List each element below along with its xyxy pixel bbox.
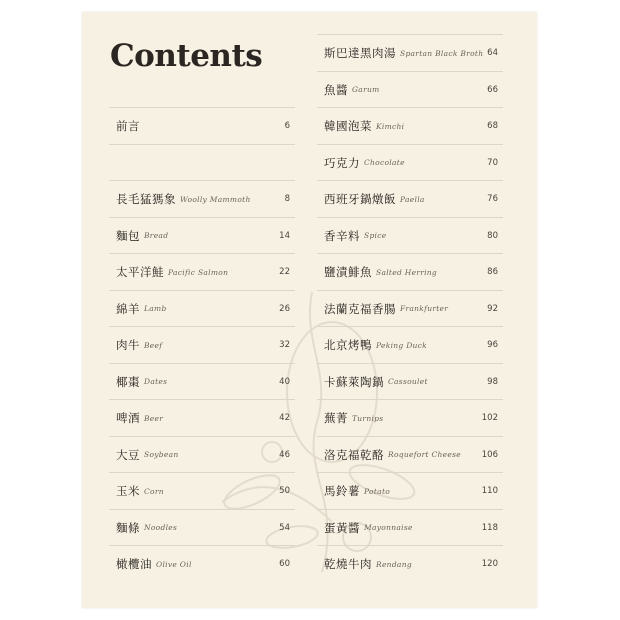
entry-title-zh: 巧克力 — [324, 155, 360, 170]
entry-title-en: Cassoulet — [388, 377, 428, 386]
entry-title-en: Chocolate — [364, 158, 405, 167]
entry-title-en: Beer — [144, 413, 164, 423]
toc-entry — [109, 217, 295, 254]
toc-page — [82, 12, 537, 608]
entry-title-zh: 綿羊 — [116, 301, 140, 316]
entry-page-number: 42 — [279, 413, 290, 423]
toc-entry — [317, 71, 503, 108]
entry-page-number: 54 — [279, 522, 290, 533]
entry-title-zh: 西班牙鍋燉飯 — [324, 192, 396, 206]
entry-title-zh: 麵條 — [116, 520, 140, 535]
entry-title-zh: 韓國泡菜 — [324, 119, 372, 133]
entry-page-number: 8 — [284, 194, 290, 204]
entry-title-en: Pacific Salmon — [168, 267, 229, 277]
entry-page-number: 64 — [487, 48, 498, 58]
entry-title-en: Soybean — [144, 450, 179, 459]
toc-entry — [109, 290, 295, 327]
entry-title-zh: 鹽漬鯡魚 — [324, 265, 372, 279]
toc-entry — [109, 144, 295, 181]
entry-title-zh: 洛克福乾酪 — [324, 447, 384, 462]
entry-page-number: 92 — [487, 303, 498, 314]
entry-page-number: 76 — [487, 194, 498, 204]
entry-title-zh: 玉米 — [116, 484, 140, 498]
entry-title-en: Salted Herring — [376, 267, 438, 277]
entry-page-number: 26 — [279, 303, 290, 314]
entry-title-en: Potato — [364, 486, 391, 496]
toc-entry — [317, 399, 503, 436]
entry-title-en: Paella — [400, 194, 425, 204]
entry-title-zh: 橄欖油 — [116, 557, 152, 571]
entry-title-zh: 斯巴達黑肉湯 — [324, 46, 396, 60]
toc-entry — [109, 399, 295, 436]
toc-entry — [317, 290, 503, 327]
entry-title-zh: 長毛猛獁象 — [116, 192, 176, 206]
entry-title-zh: 乾燒牛肉 — [324, 557, 372, 571]
entry-title-zh: 卡蘇萊陶鍋 — [324, 374, 384, 389]
page-title: Contents — [110, 38, 263, 74]
entry-page-number: 66 — [487, 84, 498, 95]
entry-page-number: 120 — [481, 559, 498, 569]
entry-title-zh: 法蘭克福香腸 — [324, 301, 396, 316]
entry-title-en: Olive Oil — [156, 559, 192, 569]
entry-page-number: 86 — [487, 267, 498, 277]
entry-page-number: 106 — [481, 449, 498, 460]
entry-title-en: Beef — [144, 340, 163, 350]
toc-entry — [109, 180, 295, 217]
entry-title-zh: 香辛料 — [324, 228, 360, 243]
entry-page-number: 32 — [279, 340, 290, 350]
entry-page-number: 80 — [487, 230, 498, 241]
toc-entry — [109, 107, 295, 144]
toc-entry — [317, 217, 503, 254]
toc-entry — [317, 363, 503, 400]
entry-title-en: Roquefort Cheese — [388, 450, 462, 459]
entry-title-en: Rendang — [376, 559, 412, 569]
entry-title-zh: 蛋黃醬 — [324, 520, 360, 535]
entry-title-en: Kimchi — [376, 121, 405, 131]
toc-entry — [109, 363, 295, 400]
toc-entry — [109, 253, 295, 290]
entry-title-en: Noodles — [144, 523, 178, 532]
entry-page-number: 6 — [284, 121, 290, 131]
entry-title-en: Dates — [144, 377, 168, 386]
toc-entry — [109, 436, 295, 473]
entry-page-number: 98 — [487, 376, 498, 387]
toc-entry — [317, 34, 503, 71]
entry-title-zh: 麵包 — [116, 228, 140, 243]
entry-title-zh: 馬鈴薯 — [324, 484, 360, 498]
toc-entry — [317, 472, 503, 509]
entry-title-en: Woolly Mammoth — [180, 194, 251, 204]
entry-title-zh: 啤酒 — [116, 411, 140, 425]
entry-title-en: Spice — [364, 231, 387, 240]
entry-page-number: 22 — [279, 267, 290, 277]
entry-page-number: 46 — [279, 449, 290, 460]
toc-entry — [317, 436, 503, 473]
entry-page-number: 118 — [481, 522, 498, 533]
toc-entry — [317, 509, 503, 546]
toc-entry — [317, 253, 503, 290]
entry-page-number: 110 — [481, 486, 498, 496]
entry-page-number: 70 — [487, 157, 498, 168]
toc-entry — [317, 545, 503, 582]
toc-entry — [109, 472, 295, 509]
toc-entry — [109, 326, 295, 363]
entry-page-number: 102 — [481, 413, 498, 423]
entry-title-zh: 北京烤鴨 — [324, 338, 372, 352]
entry-page-number: 60 — [279, 559, 290, 569]
toc-entry — [317, 107, 503, 144]
entry-page-number: 96 — [487, 340, 498, 350]
entry-title-zh: 魚醬 — [324, 82, 348, 97]
entry-title-en: Mayonnaise — [364, 523, 413, 532]
entry-title-en: Spartan Black Broth — [400, 48, 484, 58]
entry-title-en: Frankfurter — [400, 304, 449, 313]
toc-entry — [317, 326, 503, 363]
toc-entry — [317, 180, 503, 217]
entry-title-zh: 太平洋鮭 — [116, 265, 164, 279]
entry-title-en: Lamb — [144, 304, 167, 313]
entry-page-number: 50 — [279, 486, 290, 496]
entry-title-zh: 前言 — [116, 119, 140, 133]
entry-title-en: Garum — [352, 85, 380, 94]
toc-entry — [109, 509, 295, 546]
entry-page-number: 68 — [487, 121, 498, 131]
entry-title-zh: 椰棗 — [116, 374, 140, 389]
toc-entry — [109, 545, 295, 582]
entry-title-zh: 肉牛 — [116, 338, 140, 352]
entry-title-en: Corn — [144, 486, 164, 496]
entry-title-en: Peking Duck — [376, 340, 427, 350]
toc-entry — [317, 144, 503, 181]
entry-page-number: 40 — [279, 376, 290, 387]
entry-page-number: 14 — [279, 230, 290, 241]
entry-title-en: Bread — [144, 231, 169, 240]
entry-title-en: Turnips — [352, 413, 384, 423]
entry-title-zh: 大豆 — [116, 447, 140, 462]
entry-title-zh: 蕪菁 — [324, 411, 348, 425]
